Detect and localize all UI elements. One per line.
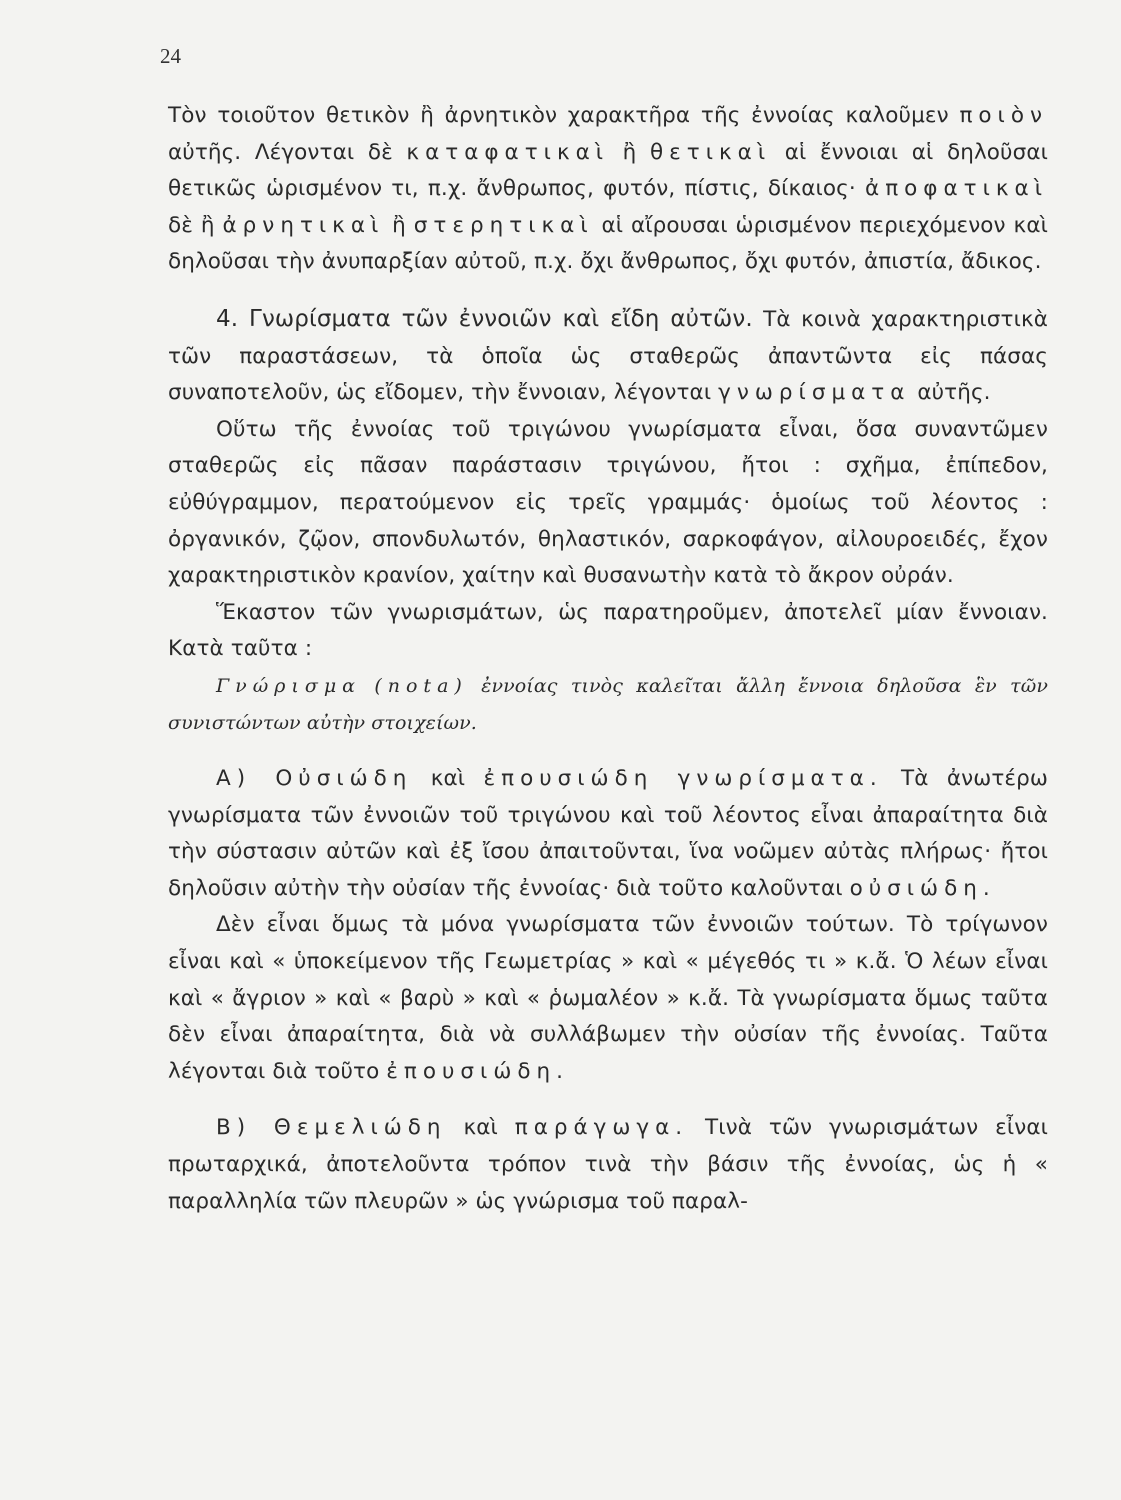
page-number: 24 — [160, 44, 181, 68]
text-run: αἱ αἴρουσαι ὡρισμένον περιεχόμενον καὶ δηλοῦσαι τὴν ἀνυπαρξίαν αὐτοῦ, π.χ. ὄχι ἄνθρωπος, ὄχι φυτόν, ἀπιστία, ἄδικος. — [168, 212, 1048, 275]
text-run: . — [556, 1058, 564, 1084]
paragraph-fundamental — [168, 1110, 1048, 1220]
text-run: Τινὰ τῶν γνωρισμάτων εἶναι πρωταρχικά, ἀποτελοῦντα τρόπον τινὰ τὴν βάσιν τῆς ἐννοίας, ὡς ἡ « παραλληλία τῶν πλευρῶν » ὡς γνώρισμα τοῦ παραλ- — [168, 1115, 1048, 1214]
term-spaced: θετικαὶ — [649, 139, 772, 165]
text-run: Τὰ κοινὰ χαρακτηριστικὰ τῶν παραστάσεων, τὰ ὁποῖα ὡς σταθερῶς ἀπαντῶντα εἰς πάσας συναποτελοῦν, ὡς εἴδομεν, τὴν ἔννοιαν, λέγονται — [168, 306, 1048, 406]
text-run: αὐτῆς. Λέγονται δὲ — [168, 139, 407, 165]
paragraph-accidental — [168, 907, 1048, 1090]
term-spaced: παράγωγα. — [514, 1115, 689, 1141]
definition-nota — [168, 668, 1048, 741]
term-spaced: γνωρίσματα — [718, 380, 911, 406]
paragraph-examples: Οὕτω τῆς ἐννοίας τοῦ τριγώνου γνωρίσματα εἶναι, ὅσα συναντῶμεν σταθερῶς εἰς πᾶσαν παράστασιν τριγώνου, ἤτοι : σχῆμα, ἐπίπεδον, εὐθύγραμμον, περατούμενον εἰς τρεῖς γραμμάς· ὁμοίως τοῦ λέοντος : ὀργανικόν, ζῷον, σπονδυλωτόν, θηλαστικόν, σαρκοφάγον, αἰλουροειδές, ἔχον χαρακτηριστικὸν κρανίον, χαίτην καὶ θυσανωτὴν κατὰ τὸ ἄκρον οὐράν. — [168, 416, 1048, 589]
term-spaced: ἀποφατικαὶ — [865, 176, 1048, 202]
term-spaced: οὐσιώδη — [849, 875, 983, 901]
text-run: ἐννοίας τινὸς καλεῖται ἄλλη ἔννοια δηλοῦσα ἓν τῶν συνιστώντων αὐτὴν στοιχείων. — [168, 674, 1048, 734]
paragraph-each-mark: Ἕκαστον τῶν γνωρισμάτων, ὡς παρατηροῦμεν, ἀποτελεῖ μίαν ἔννοιαν. Κατὰ ταῦτα : — [168, 599, 1048, 662]
text-run: ἢ — [384, 212, 414, 238]
term-spaced: (nota) — [374, 674, 468, 697]
text-run: ἢ — [609, 139, 650, 165]
paragraph-section-4 — [168, 301, 1048, 412]
term-spaced: Γνώρισμα — [216, 674, 361, 697]
term-spaced: Α) Οὐσιώδη — [216, 766, 413, 792]
text-run: αὐτῆς. — [910, 380, 991, 406]
term-spaced: ἀρνητικαὶ — [222, 212, 385, 238]
term-spaced: ἐπουσιώδη — [386, 1058, 557, 1084]
term-spaced: Β) Θεμελιώδη — [216, 1115, 447, 1141]
term-spaced: στερητικαὶ — [413, 212, 594, 238]
term-spaced: καταφατικαὶ — [406, 139, 610, 165]
text-run: Τὰ ἀνωτέρω γνωρίσματα τῶν ἐννοιῶν τοῦ τριγώνου καὶ τοῦ λέοντος εἶναι ἀπαραίτητα διὰ τὴν σύστασιν αὐτῶν καὶ ἐξ ἴσου ἀπαιτοῦνται, ἵνα νοῶμεν αὐτὰς πλήρως· ἤτοι δηλοῦσιν αὐτὴν τὴν οὐσίαν τῆς ἐννοίας· διὰ τοῦτο καλοῦνται — [168, 766, 1048, 901]
text-run: αἱ ἔννοιαι αἱ δηλοῦσαι θετικῶς ὡρισμένον τι, π.χ. ἄνθρωπος, φυτόν, πίστις, δίκαιος· — [168, 139, 1048, 202]
body-text — [168, 98, 1048, 1220]
term-spaced: ἐπουσιώδη γνωρίσματα. — [483, 766, 883, 792]
text-run: Δὲν εἶναι ὅμως τὰ μόνα γνωρίσματα τῶν ἐννοιῶν τούτων. Τὸ τρίγωνον εἶναι καὶ « ὑποκείμενον τῆς Γεωμετρίας » καὶ « μέγεθός τι » κ.ἄ. Ὁ λέων εἶναι καὶ « ἄγριον » καὶ « βαρὺ » καὶ « ῥωμαλέον » κ.ἄ. Τὰ γνωρίσματα ὅμως ταῦτα δὲν εἶναι ἀπαραίτητα, διὰ νὰ συλλάβωμεν τὴν οὐσίαν τῆς ἐννοίας. Ταῦτα λέγονται διὰ τοῦτο — [168, 912, 1048, 1084]
text-run: . — [982, 875, 990, 901]
term-spaced: ποιὸν — [959, 103, 1048, 128]
text-run: καὶ — [412, 766, 484, 792]
section-heading: 4. Γνωρίσματα τῶν ἐννοιῶν καὶ εἴδη αὐτῶν. — [216, 305, 753, 332]
text-run: καὶ — [446, 1115, 515, 1141]
paragraph-quality — [168, 98, 1048, 281]
paragraph-essential — [168, 761, 1048, 907]
text-run: Τὸν τοιοῦτον θετικὸν ἢ ἀρνητικὸν χαρακτῆρα τῆς ἐννοίας καλοῦμεν — [168, 103, 960, 128]
text-run: δὲ ἢ — [168, 212, 223, 238]
